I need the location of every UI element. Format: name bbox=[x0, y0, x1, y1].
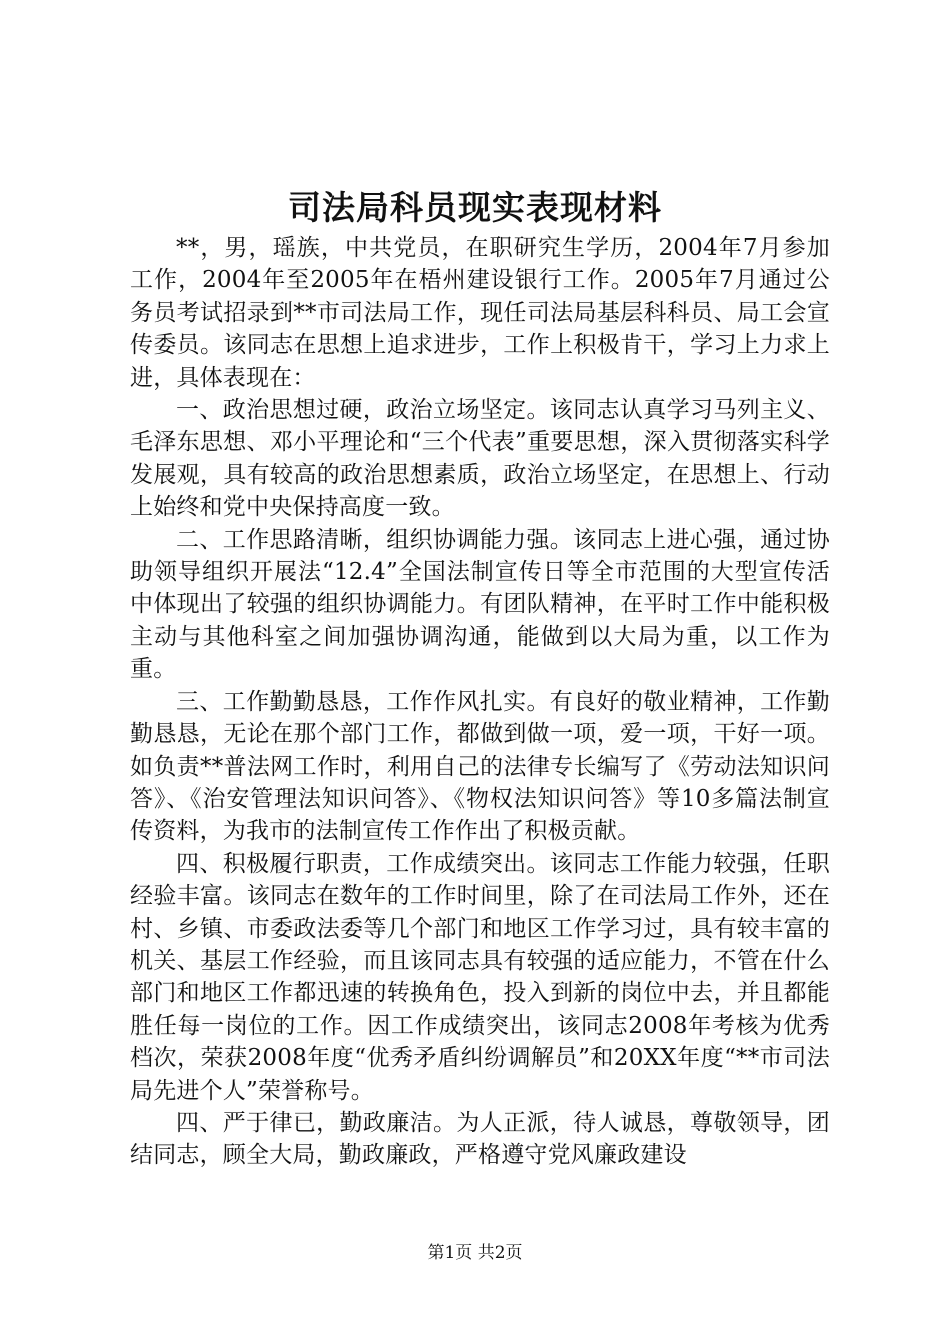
paragraph-intro: **，男，瑶族，中共党员，在职研究生学历，2004年7月参加工作，2004年至2005年在梧州建设银行工作。2005年7月通过公务员考试招录到**市司法局工作，现任司法局基层科科员、局工会宣传委员。该同志在思想上追求进步，工作上积极肯干，学习上力求上进，具体表现在： bbox=[130, 235, 830, 391]
paragraph-diligence: 三、工作勤勤恳恳，工作作风扎实。有良好的敬业精神，工作勤勤恳恳，无论在那个部门工作，都做到做一项，爱一项，干好一项。如负责**普法网工作时，利用自己的法律专长编写了《劳动法知识问答》、《治安管理法知识问答》、《物权法知识问答》等10多篇法制宣传资料，为我市的法制宣传工作作出了积极贡献。 bbox=[130, 688, 830, 845]
paragraph-integrity: 四、严于律已，勤政廉洁。为人正派，待人诚恳，尊敬领导，团结同志，顾全大局，勤政廉政，严格遵守党风廉政建设 bbox=[130, 1109, 830, 1169]
paragraph-achievements: 四、积极履行职责，工作成绩突出。该同志工作能力较强，任职经验丰富。该同志在数年的工作时间里，除了在司法局工作外，还在村、乡镇、市委政法委等几个部门和地区工作学习过，具有较丰富的机关、基层工作经验，而且该同志具有较强的适应能力，不管在什么部门和地区工作都迅速的转换角色，投入到新的岗位中去，并且都能胜任每一岗位的工作。因工作成绩突出，该同志2008年考核为优秀档次，荣获2008年度“优秀矛盾纠纷调解员”和20XX年度“**市司法局先进个人”荣誉称号。 bbox=[130, 850, 830, 1104]
paragraph-coordination: 二、工作思路清晰，组织协调能力强。该同志上进心强，通过协助领导组织开展法“12.4”全国法制宣传日等全市范围的大型宣传活中体现出了较强的组织协调能力。有团队精神，在平时工作中能积极主动与其他科室之间加强协调沟通，能做到以大局为重，以工作为重。 bbox=[130, 526, 830, 683]
paragraph-political: 一、政治思想过硬，政治立场坚定。该同志认真学习马列主义、毛泽东思想、邓小平理论和“三个代表”重要思想，深入贯彻落实科学发展观，具有较高的政治思想素质，政治立场坚定，在思想上、行动上始终和党中央保持高度一致。 bbox=[130, 397, 830, 521]
document-body bbox=[130, 232, 830, 1172]
page-title: 司法局科员现实表现材料 bbox=[288, 188, 662, 227]
page-footer: 第1页 共2页 bbox=[427, 1243, 523, 1263]
